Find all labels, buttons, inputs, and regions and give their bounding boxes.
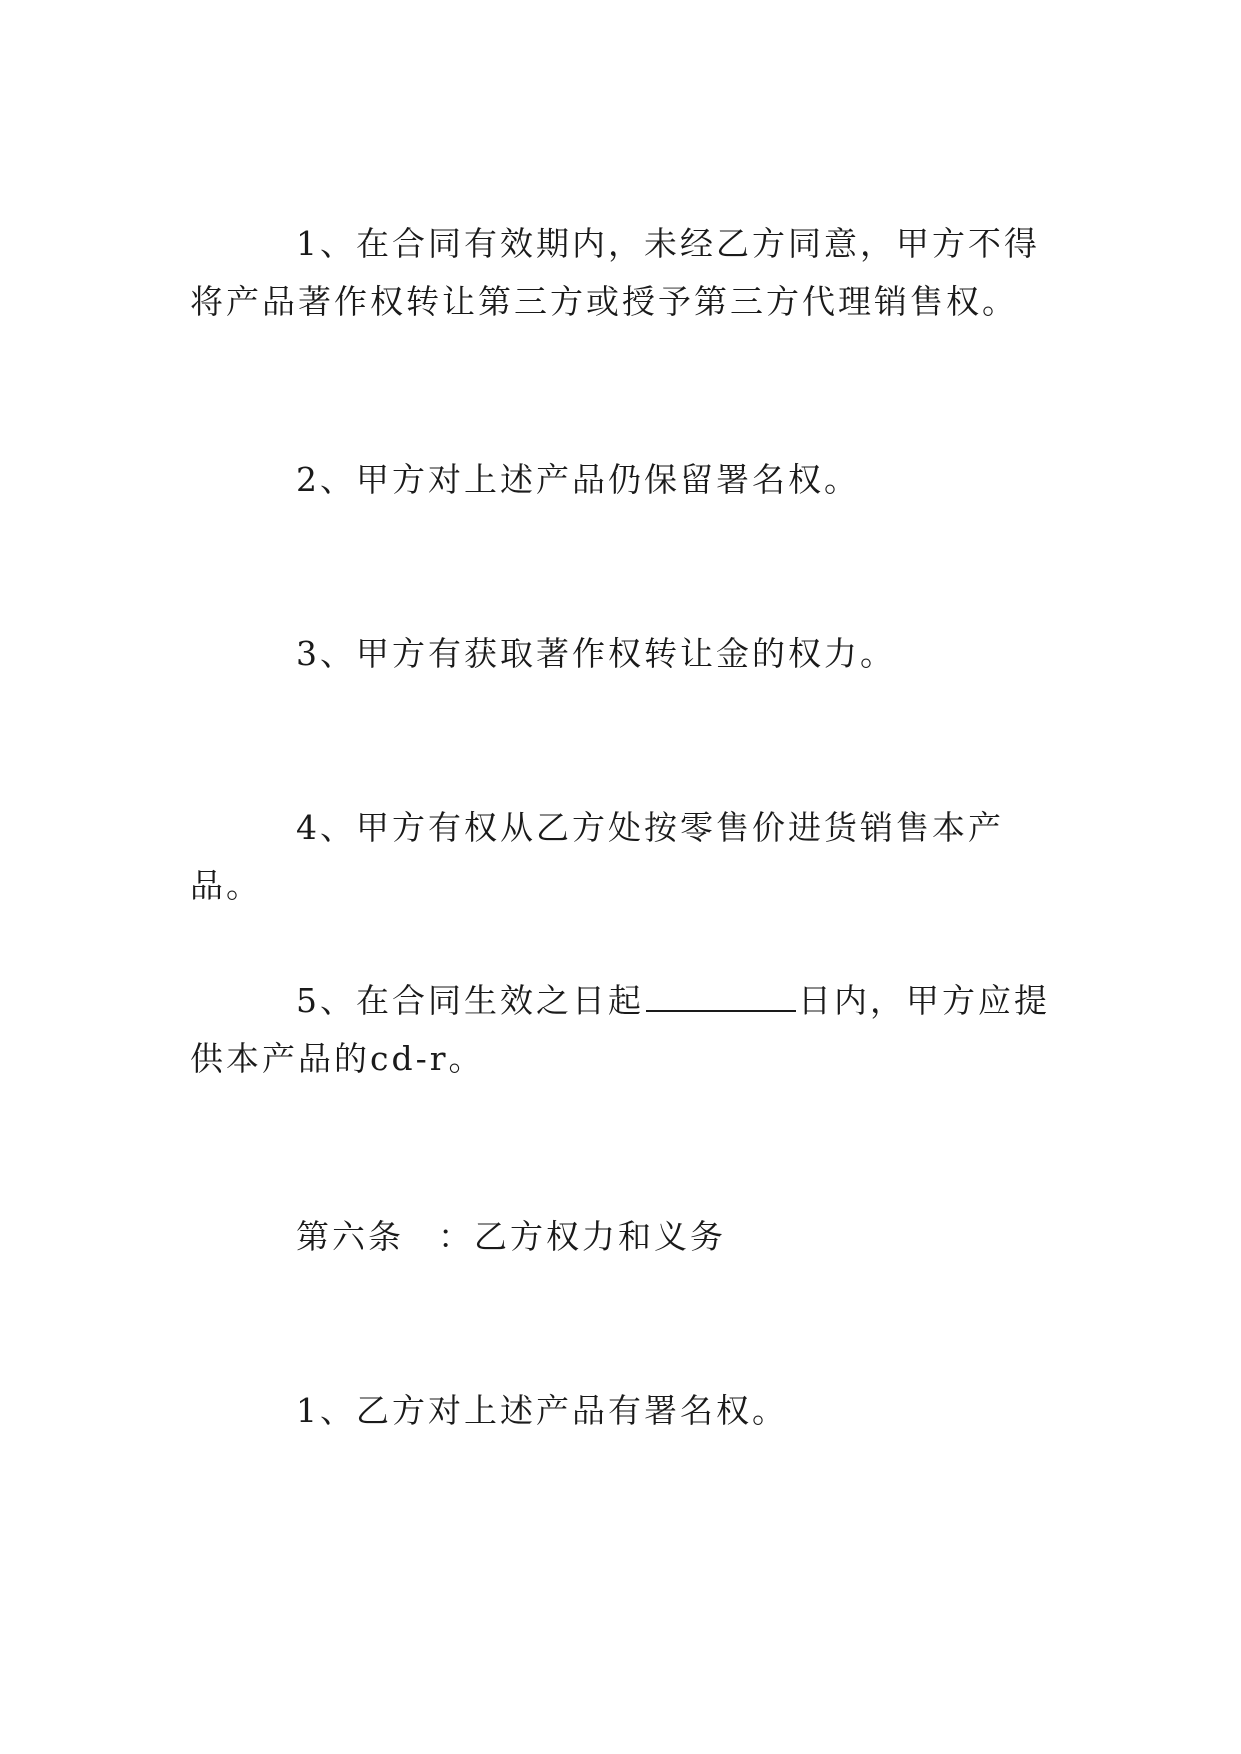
clause-text-before-blank: 5、在合同生效之日起 bbox=[296, 981, 644, 1020]
article-heading bbox=[190, 1208, 1060, 1266]
clause-paragraph: 4、甲方有权从乙方处按零售价进货销售本产品。 bbox=[190, 808, 1004, 905]
clause-paragraph: 1、乙方对上述产品有署名权。 bbox=[296, 1391, 788, 1430]
clause-paragraph: 1、在合同有效期内，未经乙方同意，甲方不得将产品著作权转让第三方或授予第三方代理销售权。 bbox=[190, 224, 1040, 321]
clause-paragraph: 2、甲方对上述产品仍保留署名权。 bbox=[296, 460, 860, 499]
article-number: 第六条 bbox=[296, 1217, 404, 1256]
clause-paragraph: 3、甲方有获取著作权转让金的权力。 bbox=[296, 634, 896, 673]
fill-in-blank bbox=[646, 984, 796, 1012]
article-subject: ：乙方权力和义务 bbox=[438, 1217, 726, 1256]
clause-paragraph-with-blank bbox=[190, 972, 1060, 1088]
clause-text-after-blank: 日内，甲方应提供本产品的cd-r。 bbox=[190, 981, 1050, 1078]
